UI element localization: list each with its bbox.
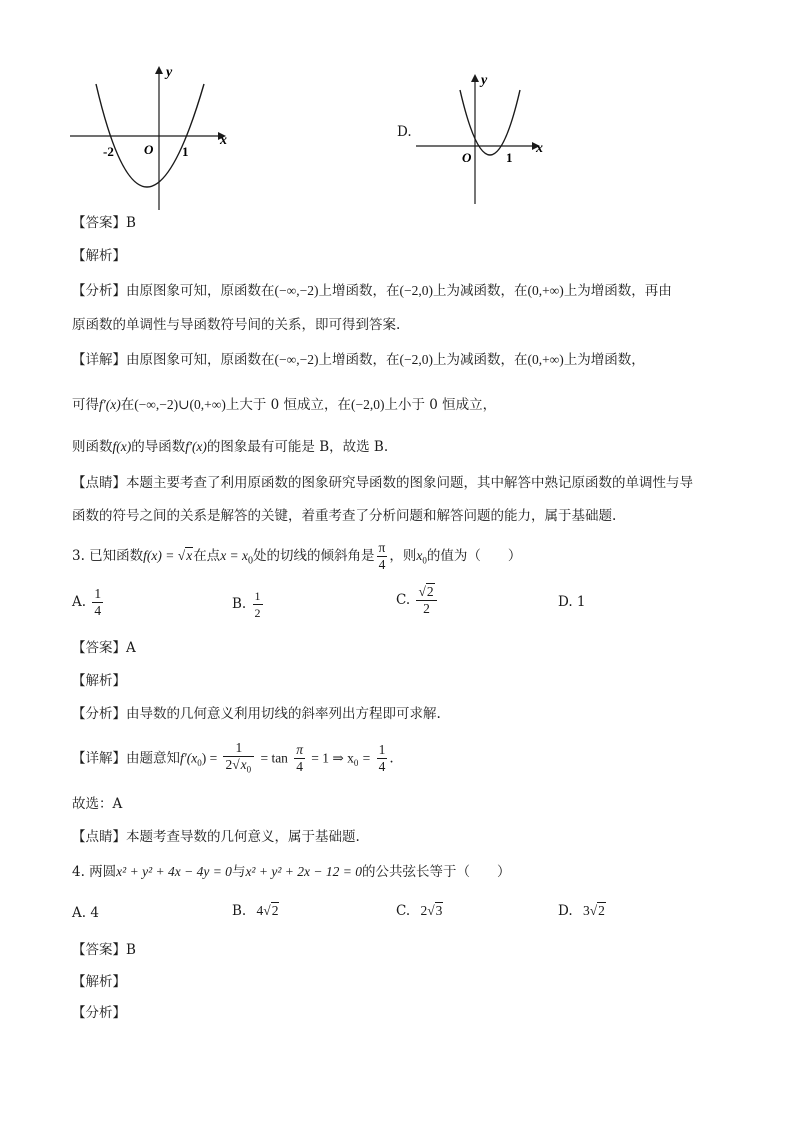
text: 上为减函数，在 [432, 352, 528, 368]
text: 则函数 [72, 439, 113, 455]
sqrt: √2 [263, 903, 279, 918]
q3-stem [72, 540, 521, 576]
function-expr: f(x) = [143, 548, 178, 563]
text: 的公共弦长等于（ ） [361, 864, 511, 880]
q3-option-a [72, 586, 105, 619]
text: 处的切线的倾斜角是 [253, 548, 375, 564]
option-label: A. [72, 594, 87, 610]
text: 由原图象可知，原函数在 [126, 352, 275, 368]
parabola-curve [460, 90, 520, 155]
radicand: 2 [426, 584, 434, 599]
radicand [240, 756, 253, 775]
q3-option-c [396, 584, 439, 617]
q4-option-b [232, 903, 279, 919]
period: . [389, 750, 394, 767]
x0-var: x [240, 757, 247, 772]
slope-fraction [223, 740, 254, 778]
denominator: 4 [378, 759, 386, 775]
subscript: 0 [248, 555, 254, 567]
numerator: 1 [378, 742, 386, 758]
graph-option-d [412, 70, 552, 206]
derivative-expr: f′(x) [185, 439, 207, 454]
eq: ) = [201, 750, 218, 766]
q4-option-c [396, 903, 443, 919]
numerator: 1 [94, 586, 102, 601]
text: 上小于 0 恒成立， [384, 397, 497, 413]
text: 的导函数 [131, 439, 186, 455]
q3-option-d: D. 1 [558, 594, 586, 610]
interval: (−2,0) [399, 283, 433, 298]
sqrt: √2 [589, 903, 605, 918]
q2-dianjing-line2: 函数的符号之间的关系是解答的关键，着重考查了分析问题和解答问题的能力，属于基础题. [72, 508, 617, 524]
interval: (0,+∞) [527, 352, 564, 367]
q3-answer: 【答案】A [72, 640, 136, 656]
origin-label: O [144, 142, 154, 157]
text: 4. 两圆 [72, 864, 117, 880]
q2-xiangjie-line3 [72, 437, 388, 457]
coef: 4 [256, 903, 264, 918]
denominator: 4 [378, 557, 386, 572]
denominator: 4 [296, 759, 303, 775]
tick-label-1: 1 [182, 144, 189, 159]
origin-label: O [462, 150, 472, 165]
text: ，则 [389, 548, 417, 564]
dianjing-label: 【点睛】 [72, 475, 126, 491]
q2-dianjing-line1 [72, 473, 693, 493]
text: 由原图象可知，原函数在 [126, 283, 275, 299]
axis-label-y: y [481, 73, 488, 88]
angle-fraction [377, 540, 388, 573]
text: 上大于 0 恒成立，在 [225, 397, 351, 413]
y-axis-arrow [155, 66, 163, 74]
numerator: 1 [254, 589, 261, 603]
q4-analysis-head: 【解析】 [72, 974, 126, 990]
text: 上为增函数，再由 [563, 283, 672, 299]
numerator [416, 584, 436, 601]
coef: 2 [420, 903, 428, 918]
text: 3. 已知函数 [72, 548, 144, 564]
q2-fenxi-line1 [72, 281, 672, 301]
circle-eq-2: x² + y² + 2x − 12 = 0 [245, 864, 362, 879]
numerator: π [296, 742, 303, 758]
result-fraction [377, 742, 388, 775]
denominator: 2 [423, 601, 430, 616]
q4-option-d [558, 903, 606, 919]
text: 与 [231, 864, 246, 880]
graph-option-c [66, 62, 236, 212]
function-expr: f(x) [112, 439, 132, 454]
text: 上为减函数，在 [432, 283, 528, 299]
x0-var: x [416, 548, 423, 563]
tick-label-1: 1 [506, 150, 513, 165]
q4-fenxi: 【分析】 [72, 1005, 126, 1021]
axis-label-x: x [220, 133, 227, 148]
sqrt: √3 [427, 903, 443, 918]
axis-label-y: y [166, 65, 173, 80]
q2-fenxi-line2: 原函数的单调性与导函数符号间的关系，即可得到答案. [72, 317, 401, 333]
denominator: 4 [94, 603, 102, 618]
subscript: 0 [246, 764, 252, 775]
fenxi-label: 【分析】 [72, 283, 126, 299]
numerator: π [378, 540, 386, 555]
text: 在 [120, 397, 135, 413]
interval: (−∞,−2) [274, 283, 319, 298]
text: 的图象最有可能是 B，故选 B. [206, 439, 389, 455]
denominator: 2 [254, 606, 261, 620]
option-label: C. [396, 903, 411, 919]
derivative-expr: f′(x) [99, 397, 121, 412]
q2-xiangjie-line1 [72, 350, 645, 370]
subscript: 0 [353, 758, 359, 769]
eq: = tan [260, 750, 288, 766]
option-fraction [92, 586, 103, 619]
q2-answer: 【答案】B [72, 215, 136, 231]
angle-fraction [294, 742, 305, 775]
interval: (−∞,−2) [274, 352, 319, 367]
q3-dianjing: 【点睛】本题考查导数的几何意义，属于基础题. [72, 829, 360, 845]
option-fraction [416, 584, 436, 617]
option-fraction [253, 588, 263, 621]
option-label: B. [232, 903, 247, 919]
q3-fenxi: 【分析】由导数的几何意义利用切线的斜率列出方程即可求解. [72, 706, 441, 722]
radicand: 3 [435, 903, 443, 918]
coef: 3 [582, 903, 590, 918]
radicand: x [186, 548, 193, 563]
eq: = 1 ⇒ x [311, 750, 354, 766]
radicand: 2 [598, 903, 605, 918]
q4-answer: 【答案】B [72, 942, 136, 958]
option-label: D. [558, 903, 573, 919]
option-label: B. [232, 596, 247, 612]
q2-xiangjie-line2 [72, 395, 496, 415]
axis-label-x: x [536, 141, 543, 156]
tick-label-neg2: -2 [103, 144, 114, 159]
q3-guxuan: 故选：A [72, 796, 123, 812]
text: 上为增函数， [563, 352, 645, 368]
option-label: C. [396, 592, 411, 608]
radicand: 2 [271, 903, 279, 918]
q4-stem [72, 862, 510, 882]
xiangjie-label: 【详解】 [72, 352, 126, 368]
interval: (−2,0) [351, 397, 385, 412]
text: 的值为（ ） [426, 548, 522, 564]
q4-option-a: A. 4 [72, 905, 99, 921]
coef: 2 [225, 757, 233, 772]
y-axis-arrow [471, 74, 479, 82]
sqrt-2: √2 [418, 584, 434, 599]
sqrt-x0: $√x_0$ [232, 757, 252, 775]
option-d-label: D. [397, 124, 412, 140]
text: 本题主要考查了利用原函数的图象研究导函数的图象问题，其中解答中熟记原函数的单调性与导 [126, 475, 693, 491]
union-interval: (−∞,−2)∪(0,+∞) [134, 397, 226, 412]
q3-analysis-head: 【解析】 [72, 673, 126, 689]
eq: = [362, 750, 371, 766]
q3-option-b [232, 588, 265, 621]
numerator: 1 [223, 740, 254, 757]
circle-eq-1: x² + y² + 4x − 4y = 0 [116, 864, 232, 879]
text: 上增函数，在 [318, 283, 400, 299]
text: 可得 [72, 397, 99, 413]
interval: (0,+∞) [527, 283, 564, 298]
subscript: 0 [422, 555, 427, 566]
xiangjie-label: 【详解】由题意知 [72, 750, 180, 767]
subscript: 0 [197, 758, 202, 769]
interval: (−2,0) [399, 352, 433, 367]
text: 上增函数，在 [318, 352, 400, 368]
sqrt-x: √x [177, 548, 193, 563]
derivative-expr: f′(x [180, 750, 198, 766]
text: 在点 [193, 548, 221, 564]
denominator [223, 757, 254, 778]
point-expr: x = x [220, 548, 249, 563]
q3-xiangjie [72, 740, 394, 778]
q2-analysis-head: 【解析】 [72, 248, 126, 264]
